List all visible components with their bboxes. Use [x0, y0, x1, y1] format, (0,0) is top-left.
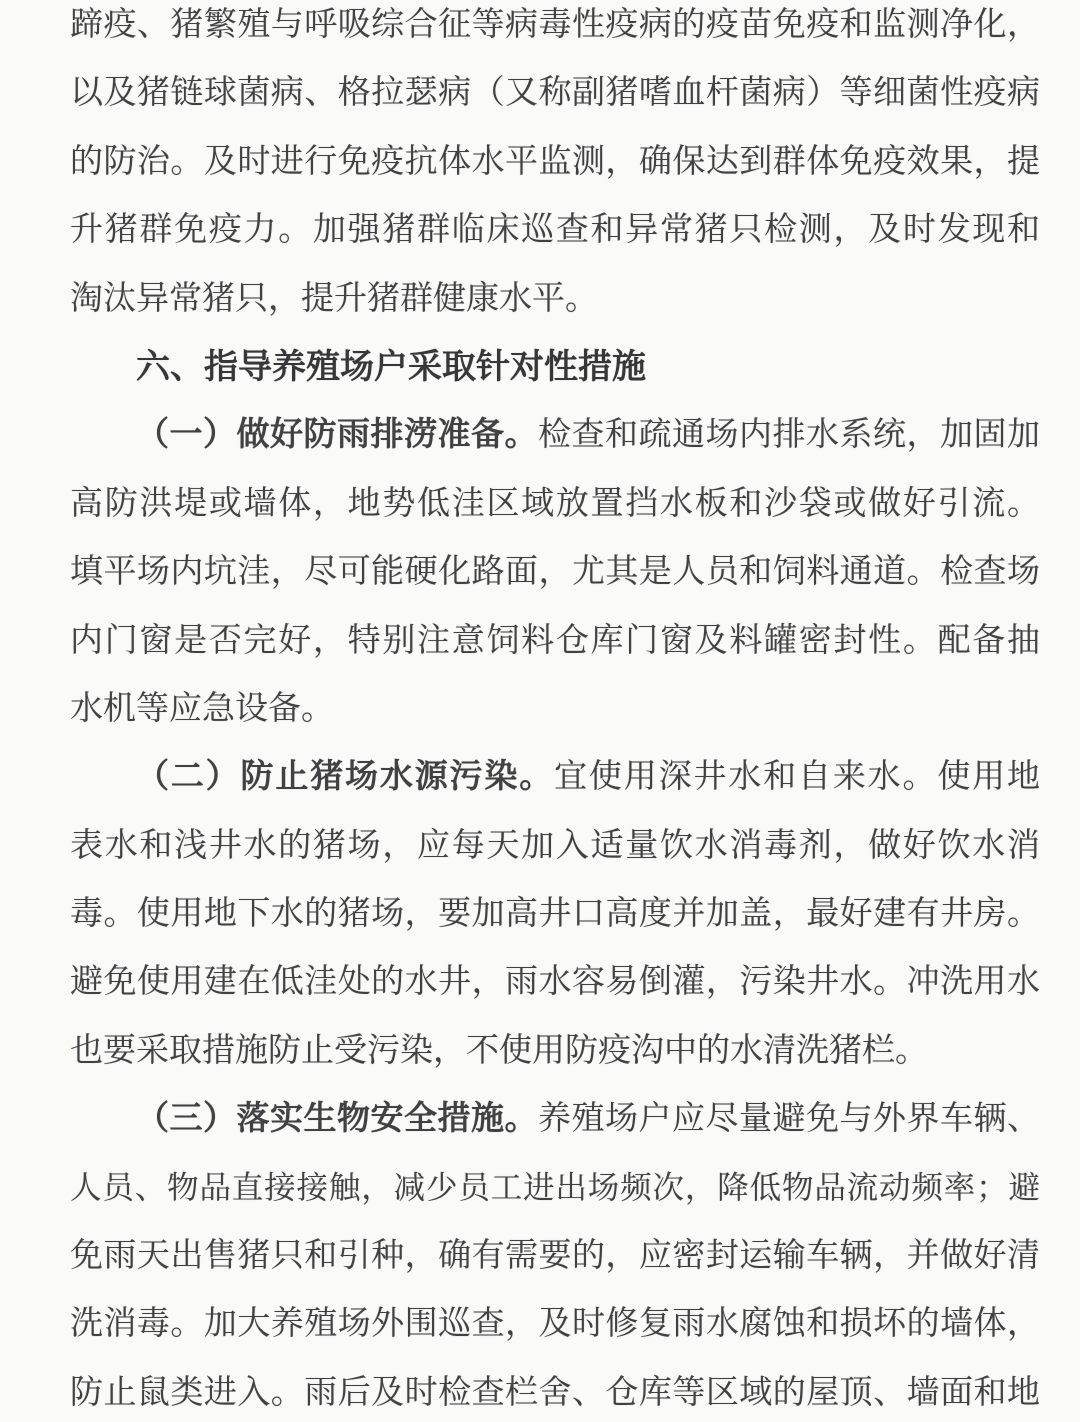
- text-line: [70, 812, 1040, 880]
- section-heading: [70, 333, 1040, 401]
- text-line: [70, 880, 1040, 948]
- line-text: 毒。使用地下水的猪场，要加高井口高度并加盖，最好建有井房。: [70, 896, 1040, 933]
- line-text: 蹄疫、猪繁殖与呼吸综合征等病毒性疫病的疫苗免疫和监测净化，: [70, 7, 1040, 43]
- line-text: 检查和疏通场内排水系统，加固加: [538, 417, 1040, 454]
- line-text: 洗消毒。加大养殖场外围巡查，及时修复雨水腐蚀和损坏的墙体，: [70, 1306, 1040, 1343]
- text-line: [70, 607, 1040, 675]
- text-line: [70, 1290, 1040, 1358]
- line-text: 水机等应急设备。: [70, 690, 334, 727]
- line-text: 以及猪链球菌病、格拉瑟病（又称副猪嗜血杆菌病）等细菌性疫病: [70, 75, 1040, 112]
- line-text: 也要采取措施防止受污染，不使用防疫沟中的水清洗猪栏。: [70, 1032, 928, 1069]
- text-line: [70, 59, 1040, 127]
- line-text: 防止鼠类进入。雨后及时检查栏舍、仓库等区域的屋顶、墙面和地: [70, 1374, 1040, 1411]
- line-text: 内门窗是否完好，特别注意饲料仓库门窗及料罐密封性。配备抽: [70, 622, 1040, 659]
- line-text: 淘汰异常猪只，提升猪群健康水平。: [70, 280, 598, 317]
- line-text: 填平场内坑洼，尽可能硬化路面，尤其是人员和饲料通道。检查场: [70, 554, 1040, 591]
- subsection-start-line: [70, 743, 1040, 811]
- subsection-title: （一）做好防雨排涝准备。: [136, 417, 538, 454]
- line-text: 表水和浅井水的猪场，应每天加入适量饮水消毒剂，做好饮水消: [70, 827, 1040, 864]
- line-text: 升猪群免疫力。加强猪群临床巡查和异常猪只检测，及时发现和: [70, 212, 1040, 249]
- text-line: [70, 1359, 1040, 1422]
- line-text: 免雨天出售猪只和引种，确有需要的，应密封运输车辆，并做好清: [70, 1238, 1040, 1275]
- subsection-start-line: [70, 401, 1040, 469]
- line-text: 人员、物品直接接触，减少员工进出场频次，降低物品流动频率；避: [70, 1169, 1040, 1205]
- line-text: 宜使用深井水和自来水。使用地: [554, 759, 1041, 796]
- text-line: [70, 0, 1040, 59]
- text-line: [70, 948, 1040, 1016]
- line-text: 的防治。及时进行免疫抗体水平监测，确保达到群体免疫效果，提: [70, 143, 1040, 180]
- text-line: [70, 1222, 1040, 1290]
- text-line: [70, 675, 1040, 743]
- line-text: 避免使用建在低洼处的水井，雨水容易倒灌，污染井水。冲洗用水: [70, 964, 1040, 1001]
- text-line: [70, 1154, 1040, 1222]
- subsection-start-line: [70, 1085, 1040, 1153]
- text-line: [70, 128, 1040, 196]
- text-line: [70, 196, 1040, 264]
- text-line: [70, 1017, 1040, 1085]
- line-text: 养殖场户应尽量避免与外界车辆、: [538, 1101, 1040, 1138]
- section-heading-text: 六、指导养殖场户采取针对性措施: [136, 347, 646, 386]
- line-text: 高防洪堤或墙体，地势低洼区域放置挡水板和沙袋或做好引流。: [70, 485, 1040, 522]
- subsection-title: （二）防止猪场水源污染。: [136, 759, 555, 796]
- text-line: [70, 265, 1040, 333]
- subsection-title: （三）落实生物安全措施。: [136, 1101, 538, 1138]
- text-line: [70, 538, 1040, 606]
- text-line: [70, 470, 1040, 538]
